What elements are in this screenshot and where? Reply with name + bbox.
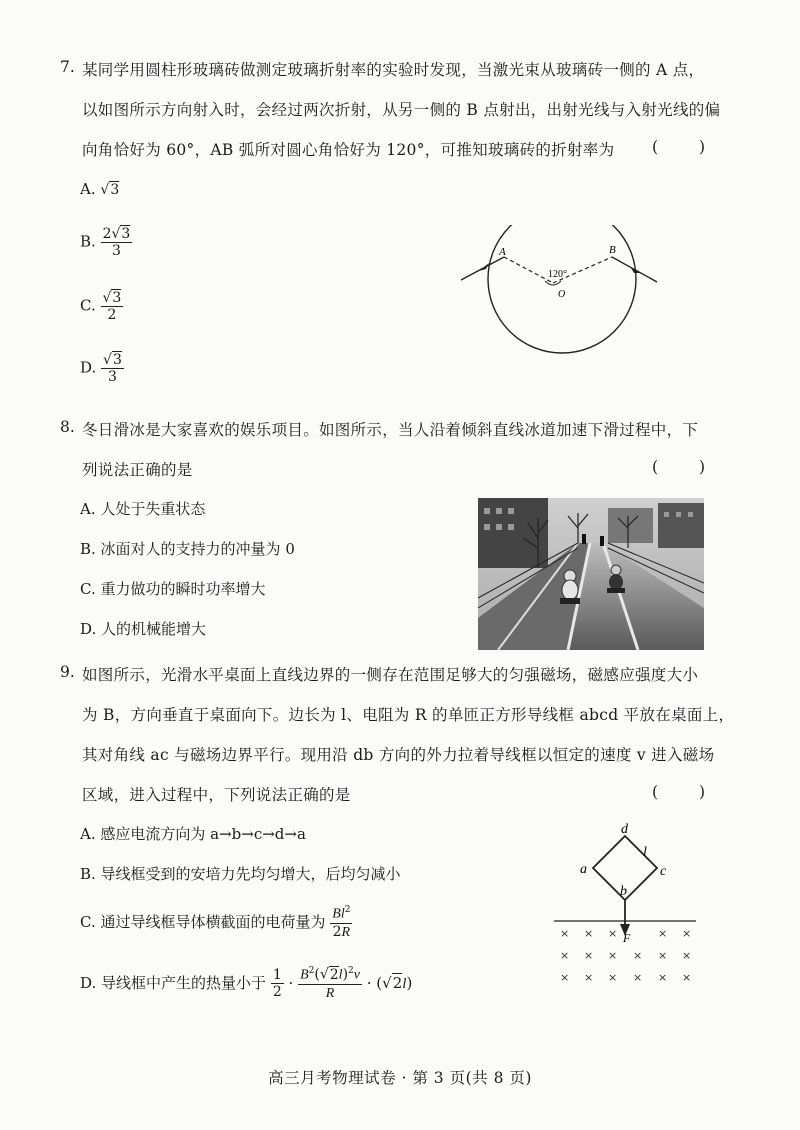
option-c-formula: $\frac{Bl^2}{2R}$ bbox=[332, 905, 351, 940]
q9-option-d[interactable]: D. 导线框中产生的热量小于 $\frac{1}{2}$ · $\frac{B^2(√2l)^2v}{R}$ · (√2l) bbox=[80, 966, 413, 1001]
q7-stem-line2: 以如图所示方向射入时，会经过两次折射，从另一侧的 B 点射出，出射光线与入射光线的偏 bbox=[82, 101, 721, 119]
label-a: a bbox=[580, 862, 587, 877]
q8-option-a[interactable]: A. 人处于失重状态 bbox=[80, 500, 206, 518]
svg-text:×: × bbox=[682, 971, 692, 984]
q8-answer-blank: ( ) bbox=[652, 458, 724, 476]
q9-stem-line3: 其对角线 ac 与磁场边界平行。现用沿 db 方向的外力拉着导线框以恒定的速度 v 进入磁场 bbox=[82, 746, 715, 764]
option-label: C. bbox=[80, 296, 96, 315]
svg-text:×: × bbox=[682, 927, 692, 940]
q7-stem-line1: 某同学用圆柱形玻璃砖做测定玻璃折射率的实验时发现，当激光束从玻璃砖一侧的 A 点， bbox=[82, 61, 705, 79]
q9-option-a[interactable]: A. 感应电流方向为 a→b→c→d→a bbox=[80, 825, 306, 843]
svg-text:×: × bbox=[560, 927, 570, 940]
label-f: F bbox=[623, 931, 631, 945]
svg-text:×: × bbox=[584, 971, 594, 984]
label-angle: 120° bbox=[548, 269, 567, 280]
label-l: l bbox=[643, 845, 647, 860]
q8-stem-line2: 列说法正确的是 bbox=[82, 461, 193, 479]
option-d-text: D. 导线框中产生的热量小于 bbox=[80, 973, 267, 992]
svg-text:×: × bbox=[682, 949, 692, 962]
svg-text:×: × bbox=[633, 971, 643, 984]
q9-loop-diagram bbox=[550, 820, 700, 995]
q8-number: 8. bbox=[60, 418, 75, 436]
q9-stem-line2: 为 B，方向垂直于桌面向下。边长为 l、电阻为 R 的单匝正方形导线框 abcd 平放在桌面上， bbox=[82, 706, 735, 724]
exit-ray bbox=[612, 257, 657, 282]
q7-option-b[interactable]: B. $\frac{2√3}{3}$ bbox=[80, 226, 131, 260]
q8-option-b[interactable]: B. 冰面对人的支持力的冲量为 0 bbox=[80, 540, 295, 558]
q7-answer-blank: ( ) bbox=[652, 138, 724, 156]
label-o: O bbox=[558, 289, 566, 300]
svg-text:×: × bbox=[608, 949, 618, 962]
svg-text:×: × bbox=[560, 949, 570, 962]
q9-stem-line1: 如图所示，光滑水平桌面上直线边界的一侧存在范围足够大的匀强磁场，磁感应强度大小 bbox=[82, 666, 699, 684]
option-label: D. bbox=[80, 358, 97, 377]
q7-number: 7. bbox=[60, 58, 75, 76]
q7-option-c[interactable]: C. $\frac{√3}{2}$ bbox=[80, 290, 122, 324]
q9-answer-blank: ( ) bbox=[652, 783, 724, 801]
label-c: c bbox=[660, 864, 667, 879]
svg-text:×: × bbox=[633, 949, 643, 962]
q7-option-a[interactable]: A. √3 bbox=[80, 180, 120, 198]
svg-text:×: × bbox=[608, 927, 618, 940]
q9-stem-line4: 区域，进入过程中，下列说法正确的是 bbox=[82, 786, 351, 804]
q8-stem-line1: 冬日滑冰是大家喜欢的娱乐项目。如图所示，当人沿着倾斜直线冰道加速下滑过程中，下 bbox=[82, 421, 699, 439]
q9-option-b[interactable]: B. 导线框受到的安培力先均匀增大，后均匀减小 bbox=[80, 865, 401, 883]
svg-text:×: × bbox=[658, 949, 668, 962]
q7-stem-line3: 向角恰好为 60°，AB 弧所对圆心角恰好为 120°，可推知玻璃砖的折射率为 bbox=[82, 141, 615, 159]
q9-number: 9. bbox=[60, 663, 75, 681]
q8-option-c[interactable]: C. 重力做功的瞬时功率增大 bbox=[80, 580, 266, 598]
svg-text:×: × bbox=[584, 949, 594, 962]
svg-text:×: × bbox=[608, 971, 618, 984]
svg-text:×: × bbox=[560, 971, 570, 984]
page-footer: 高三月考物理试卷 · 第 3 页(共 8 页) bbox=[268, 1069, 532, 1087]
option-d-formula: $\frac{B^2(√2l)^2v}{R}$ bbox=[300, 966, 360, 1001]
option-label: B. bbox=[80, 232, 96, 251]
svg-text:×: × bbox=[584, 927, 594, 940]
ice-slide-photo bbox=[478, 498, 704, 650]
q8-option-d[interactable]: D. 人的机械能增大 bbox=[80, 620, 207, 638]
exit-arrow bbox=[631, 268, 641, 273]
label-d: d bbox=[621, 822, 628, 837]
q7-refraction-diagram bbox=[455, 225, 670, 360]
label-b: b bbox=[620, 884, 627, 899]
option-label: A. bbox=[80, 180, 96, 198]
chord-left bbox=[504, 257, 553, 283]
svg-text:×: × bbox=[658, 927, 668, 940]
q7-option-d[interactable]: D. $\frac{√3}{3}$ bbox=[80, 352, 122, 386]
option-c-text: C. 通过导线框导体横截面的电荷量为 bbox=[80, 912, 326, 931]
svg-text:×: × bbox=[658, 971, 668, 984]
label-b: B bbox=[609, 244, 616, 256]
q9-option-c[interactable] bbox=[80, 905, 352, 941]
label-a: A bbox=[499, 246, 506, 258]
